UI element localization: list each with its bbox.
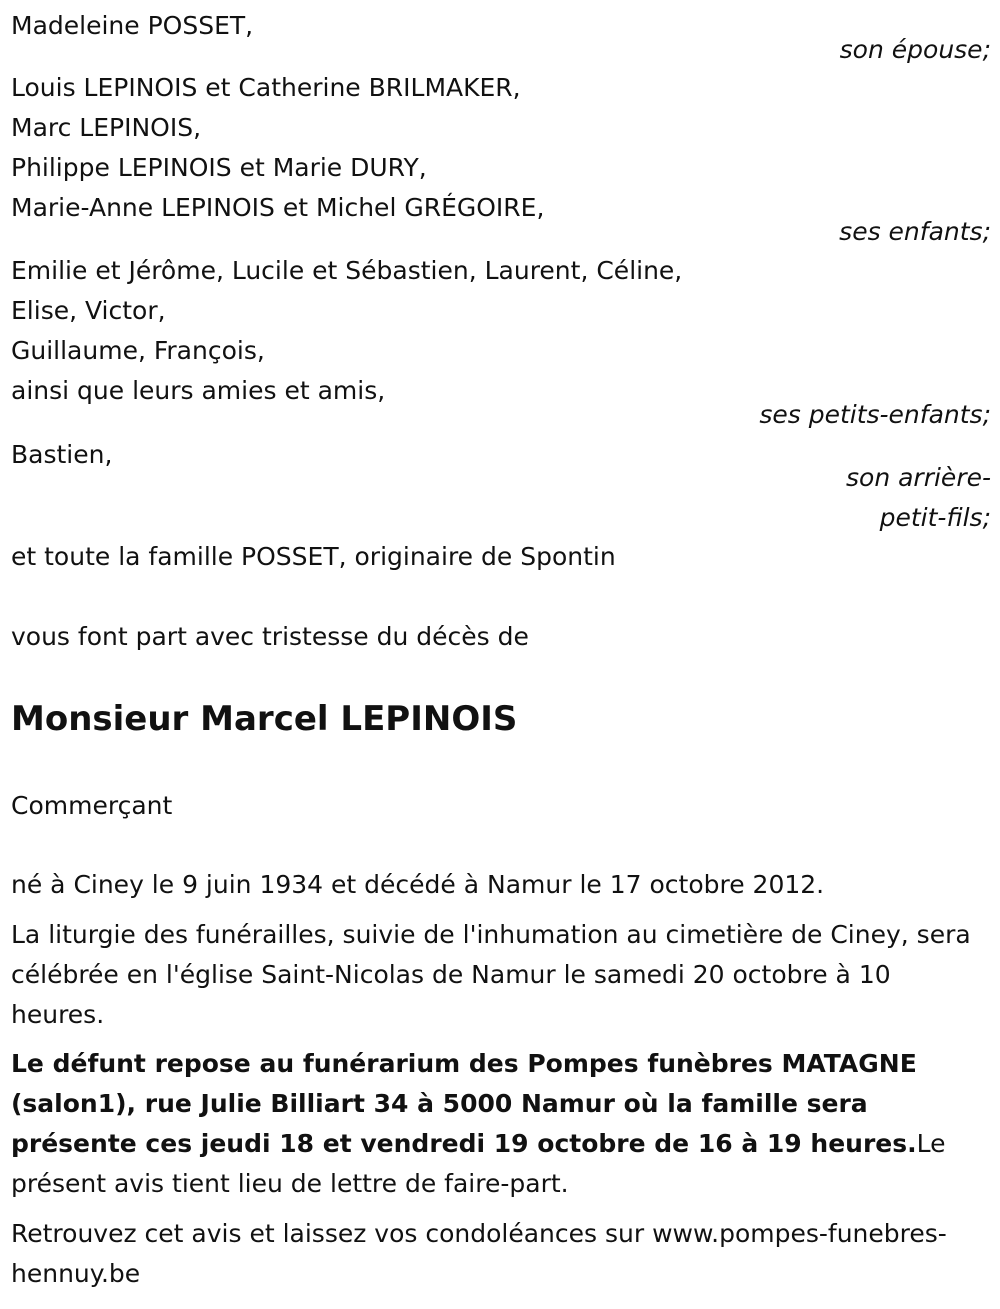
viewing-paragraph (11, 1044, 986, 1204)
child-line: Louis LEPINOIS et Catherine BRILMAKER, (11, 73, 521, 102)
deceased-name: Monsieur Marcel LEPINOIS (11, 699, 518, 739)
grandchild-line: Guillaume, François, (11, 336, 265, 365)
child-line: Philippe LEPINOIS et Marie DURY, (11, 153, 427, 182)
occupation: Commerçant (11, 791, 173, 820)
great-grandchild-role-line2: petit-fils; (879, 503, 991, 532)
spouse-name: Madeleine POSSET, (11, 11, 254, 40)
announcement: vous font part avec tristesse du décès de (11, 622, 529, 651)
children-role: ses enfants; (839, 217, 991, 246)
viewing-details: Le défunt repose au funérarium des Pompes funèbres MATAGNE (salon1), rue Julie Billiart 34 à 5000 Namur où la famille sera présente ces jeudi 18 et vendredi 19 octobre de 16 à 19 heures. (11, 1049, 917, 1158)
online-condolences: Retrouvez cet avis et laissez vos condoléances sur www.pompes-funebres-hennuy.be (11, 1219, 947, 1288)
birth-death-dates: né à Ciney le 9 juin 1934 et décédé à Namur le 17 octobre 2012. (11, 870, 825, 899)
extended-family: et toute la famille POSSET, originaire de Spontin (11, 542, 616, 571)
great-grandchild-role-line1: son arrière- (846, 463, 991, 492)
child-line: Marc LEPINOIS, (11, 113, 202, 142)
great-grandchild-name: Bastien, (11, 440, 113, 469)
grandchild-line: Emilie et Jérôme, Lucile et Sébastien, Laurent, Céline, (11, 256, 683, 285)
child-line: Marie-Anne LEPINOIS et Michel GRÉGOIRE, (11, 193, 545, 222)
grandchildren-role: ses petits-enfants; (759, 400, 991, 429)
liturgy-paragraph: La liturgie des funérailles, suivie de l'inhumation au cimetière de Ciney, sera célébrée en l'église Saint-Nicolas de Namur le samedi 20 octobre à 10 heures. (11, 920, 971, 1029)
grandchild-line: ainsi que leurs amies et amis, (11, 376, 386, 405)
spouse-role: son épouse; (839, 35, 991, 64)
viewing-notice: Le présent avis tient lieu de lettre de faire-part. (11, 1129, 946, 1198)
grandchild-line: Elise, Victor, (11, 296, 166, 325)
